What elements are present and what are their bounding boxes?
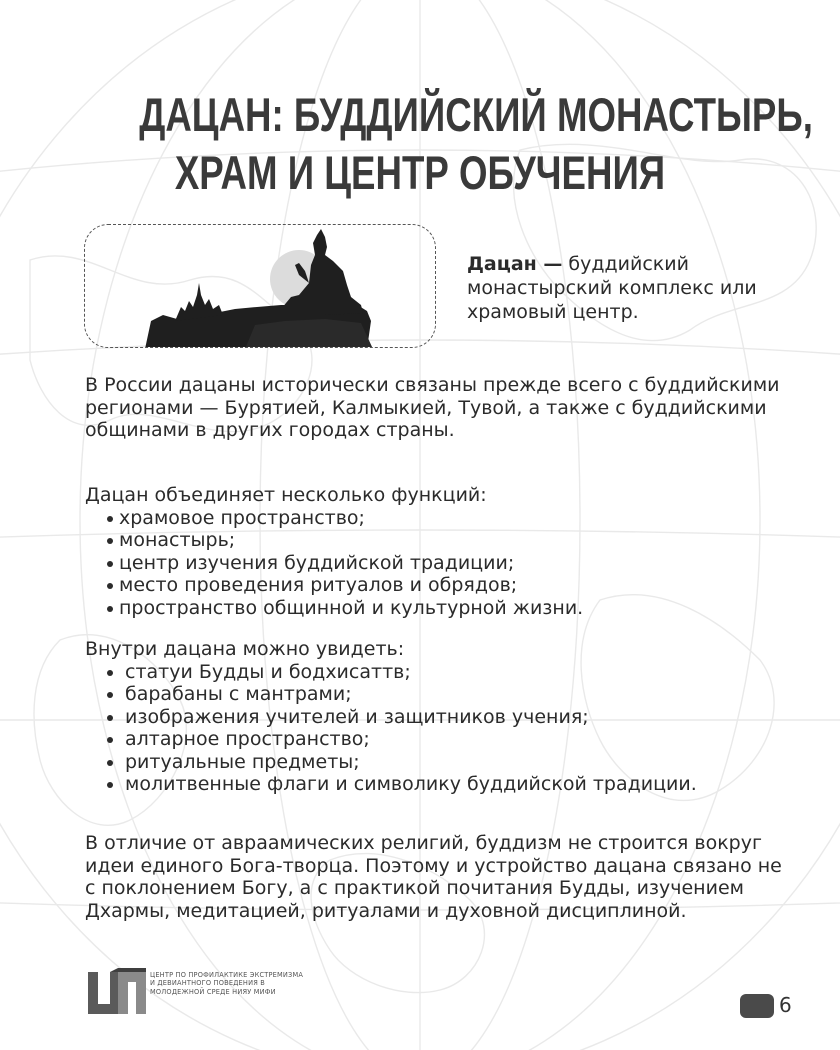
definition xyxy=(467,252,767,324)
functions-list xyxy=(85,507,785,620)
list-item: место проведения ритуалов и обрядов; xyxy=(85,574,785,597)
list-item: ритуальные предметы; xyxy=(85,751,785,774)
functions-intro: Дацан объединяет несколько функций: xyxy=(85,484,487,506)
illustration-frame xyxy=(84,224,436,348)
functions-section xyxy=(85,484,785,619)
paragraph-regions: В России дацаны исторически связаны прежде всего с буддийскими регионами — Бурятией, Калмыкией, Тувой, а также с буддийскими общинами в других городах страны. xyxy=(85,374,780,441)
list-item: монастырь; xyxy=(85,529,785,552)
page-badge xyxy=(740,994,774,1018)
list-item: молитвенные флаги и символику буддийской традиции. xyxy=(85,773,785,796)
definition-term: Дацан — xyxy=(467,253,563,275)
contents-section xyxy=(85,638,785,796)
buddha-silhouette-icon xyxy=(85,225,436,348)
organization-logo-icon xyxy=(88,968,148,1016)
contents-intro: Внутри дацана можно увидеть: xyxy=(85,638,405,660)
list-item: центр изучения буддийской традиции; xyxy=(85,552,785,575)
organization-name: ЦЕНТР ПО ПРОФИЛАКТИКЕ ЭКСТРЕМИЗМА И ДЕВИАНТНОГО ПОВЕДЕНИЯ В МОЛОДЕЖНОЙ СРЕДЕ НИЯУ МИФИ xyxy=(150,971,304,996)
list-item: статуи Будды и бодхисаттв; xyxy=(85,661,785,684)
list-item: пространство общинной и культурной жизни. xyxy=(85,597,785,620)
contents-list xyxy=(85,661,785,796)
paragraph-comparison: В отличие от авраамических религий, буддизм не строится вокруг идеи единого Бога-творца. Поэтому и устройство дацана связано не с поклонением Богу, а с практикой почитания Будды, изучением Дхармы, медитацией, ритуалами и духовной дисциплиной. xyxy=(85,832,782,922)
list-item: изображения учителей и защитников учения; xyxy=(85,706,785,729)
page-title xyxy=(139,86,813,202)
list-item: храмовое пространство; xyxy=(85,507,785,530)
page-title-line-2: ХРАМ И ЦЕНТР ОБУЧЕНИЯ xyxy=(174,146,666,199)
list-item: алтарное пространство; xyxy=(85,728,785,751)
definition-text: буддийский монастырский комплекс или храмовый центр. xyxy=(467,253,757,323)
list-item: барабаны с мантрами; xyxy=(85,683,785,706)
page-number: 6 xyxy=(779,993,792,1017)
page-title-line-1: ДАЦАН: БУДДИЙСКИЙ МОНАСТЫРЬ, xyxy=(139,88,813,141)
